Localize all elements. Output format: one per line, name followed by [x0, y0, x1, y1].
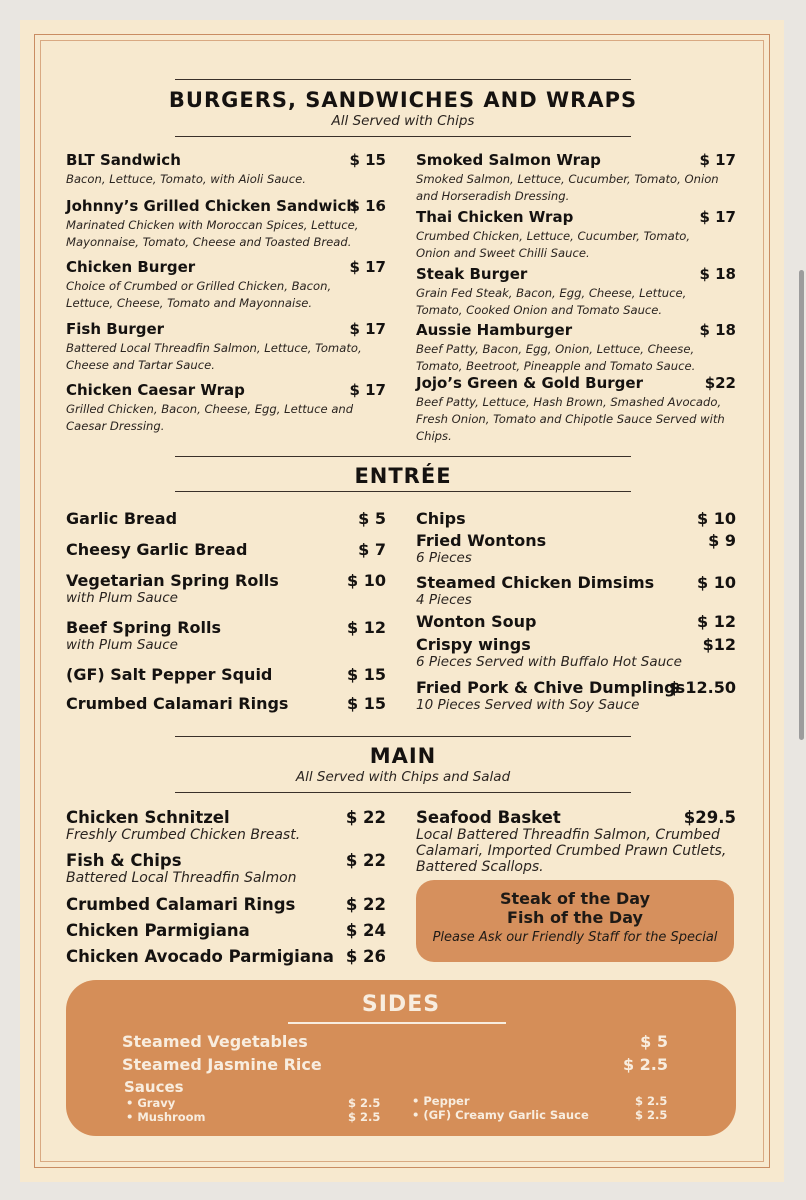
- item-name: Fried Pork & Chive Dumplings: [416, 678, 686, 697]
- item-desc: Smoked Salmon, Lettuce, Cucumber, Tomato, Onion and Horseradish Dressing.: [416, 172, 719, 203]
- menu-item: [416, 321, 736, 377]
- item-desc: Choice of Crumbed or Grilled Chicken, Bacon, Lettuce, Cheese, Tomato and Mayonnaise.: [66, 279, 332, 310]
- item-price: $ 7: [358, 540, 386, 559]
- item-name: (GF) Salt Pepper Squid: [66, 665, 273, 684]
- item-price: $ 18: [699, 265, 736, 283]
- item-name: Steamed Chicken Dimsims: [416, 573, 655, 592]
- item-price: $ 10: [347, 571, 386, 590]
- item-price: $ 12: [347, 618, 386, 637]
- item-name: Cheesy Garlic Bread: [66, 540, 248, 559]
- item-desc: Beef Patty, Lettuce, Hash Brown, Smashed Avocado, Fresh Onion, Tomato and Chipotle Sauce Served with Chips.: [416, 395, 725, 443]
- item-name: Crispy wings: [416, 635, 531, 654]
- side-name: Steamed Vegetables: [122, 1032, 308, 1051]
- menu-item: [416, 808, 736, 880]
- menu-item: [416, 573, 736, 611]
- item-desc: 10 Pieces Served with Soy Sauce: [416, 697, 640, 713]
- item-name: Garlic Bread: [66, 509, 178, 528]
- item-price: $ 16: [349, 197, 386, 215]
- menu-item: [66, 694, 386, 716]
- item-price: $22: [704, 374, 736, 392]
- menu-item: [416, 612, 736, 634]
- item-price: $ 15: [349, 151, 386, 169]
- fish-of-day: Fish of the Day: [507, 908, 643, 927]
- menu-item: [416, 678, 736, 716]
- item-price: $ 12.50: [668, 678, 736, 697]
- item-price: $ 18: [699, 321, 736, 339]
- item-name: Vegetarian Spring Rolls: [66, 571, 279, 590]
- item-price: $ 22: [345, 895, 386, 914]
- item-name: Crumbed Calamari Rings: [66, 895, 296, 914]
- item-price: $ 15: [347, 694, 386, 713]
- item-name: Thai Chicken Wrap: [416, 208, 574, 226]
- item-price: $ 12: [697, 612, 736, 631]
- item-desc: Battered Local Threadfin Salmon: [66, 870, 297, 886]
- item-name: Crumbed Calamari Rings: [66, 694, 289, 713]
- item-name: Fish Burger: [66, 320, 165, 338]
- item-name: Chicken Parmigiana: [66, 921, 250, 940]
- item-name: Fried Wontons: [416, 531, 547, 550]
- side-item: [122, 1032, 668, 1052]
- item-name: Chicken Schnitzel: [66, 808, 230, 827]
- item-price: $ 22: [345, 851, 386, 870]
- menu-item: [66, 895, 386, 917]
- item-name: Steak Burger: [416, 265, 528, 283]
- item-price: $ 15: [347, 665, 386, 684]
- scrollbar[interactable]: [799, 270, 804, 740]
- item-price: $ 5: [358, 509, 386, 528]
- sauce-price: $ 2.5: [635, 1094, 668, 1108]
- side-price: $ 2.5: [622, 1055, 668, 1074]
- item-desc: Crumbed Chicken, Lettuce, Cucumber, Tomato, Onion and Sweet Chilli Sauce.: [416, 229, 691, 260]
- menu-item: [416, 374, 736, 446]
- daily-special-box: [416, 880, 734, 962]
- item-desc: Bacon, Lettuce, Tomato, with Aioli Sauce.: [66, 172, 306, 186]
- item-name: Chicken Burger: [66, 258, 196, 276]
- item-desc: Local Battered Threadfin Salmon, Crumbed Calamari, Imported Crumbed Prawn Cutlets, Battered Scallops.: [416, 827, 727, 875]
- item-price: $ 22: [345, 808, 386, 827]
- item-price: $ 17: [349, 258, 386, 276]
- sauce-price: $ 2.5: [348, 1110, 381, 1124]
- sauce-name: • Gravy: [126, 1096, 176, 1110]
- item-name: Chicken Caesar Wrap: [66, 381, 245, 399]
- menu-item: [66, 381, 386, 437]
- item-price: $ 17: [699, 208, 736, 226]
- menu-item: [66, 151, 386, 191]
- item-name: Chips: [416, 509, 466, 528]
- item-price: $ 24: [345, 921, 386, 940]
- item-name: BLT Sandwich: [66, 151, 181, 169]
- entree-title: ENTRÉE: [354, 464, 452, 488]
- sauce-price: $ 2.5: [348, 1096, 381, 1110]
- sauce-name: • (GF) Creamy Garlic Sauce: [412, 1108, 589, 1122]
- item-desc: Freshly Crumbed Chicken Breast.: [66, 827, 301, 843]
- sides-panel: [66, 980, 736, 1136]
- item-name: Chicken Avocado Parmigiana: [66, 947, 334, 966]
- item-price: $29.5: [683, 808, 736, 827]
- item-desc: Battered Local Threadfin Salmon, Lettuce, Tomato, Cheese and Tartar Sauce.: [66, 341, 362, 372]
- sauce-price: $ 2.5: [635, 1108, 668, 1122]
- item-price: $ 10: [697, 573, 736, 592]
- menu-item: [416, 509, 736, 531]
- menu-item: [416, 635, 736, 673]
- item-desc: with Plum Sauce: [66, 590, 178, 606]
- item-name: Johnny’s Grilled Chicken Sandwich: [66, 197, 358, 215]
- menu-item: [66, 921, 386, 943]
- steak-of-day: Steak of the Day: [499, 889, 651, 908]
- section-rule: [175, 79, 631, 80]
- item-price: $ 17: [349, 381, 386, 399]
- menu-item: [416, 265, 736, 321]
- item-name: Seafood Basket: [416, 808, 561, 827]
- special-note: Please Ask our Friendly Staff for the Special: [432, 930, 718, 945]
- menu-item: [416, 531, 736, 569]
- item-price: $ 17: [349, 320, 386, 338]
- item-name: Wonton Soup: [416, 612, 537, 631]
- item-price: $ 10: [697, 509, 736, 528]
- item-desc: Grilled Chicken, Bacon, Cheese, Egg, Lettuce and Caesar Dressing.: [66, 402, 354, 433]
- item-desc: 6 Pieces: [416, 550, 472, 566]
- section-rule: [175, 456, 631, 457]
- menu-item: [66, 197, 386, 253]
- item-price: $ 17: [699, 151, 736, 169]
- item-name: Aussie Hamburger: [416, 321, 573, 339]
- item-desc: with Plum Sauce: [66, 637, 178, 653]
- sauces-title: Sauces: [124, 1078, 184, 1096]
- menu-item: [66, 540, 386, 562]
- item-name: Beef Spring Rolls: [66, 618, 221, 637]
- item-desc: Beef Patty, Bacon, Egg, Onion, Lettuce, Cheese, Tomato, Beetroot, Pineapple and Tomato Sauce.: [416, 342, 696, 373]
- menu-item: [416, 208, 736, 264]
- item-price: $ 9: [708, 531, 736, 550]
- item-name: Jojo’s Green & Gold Burger: [416, 374, 643, 392]
- sides-rule: [288, 1022, 506, 1024]
- section-rule: [175, 736, 631, 737]
- item-desc: 6 Pieces Served with Buffalo Hot Sauce: [416, 654, 682, 670]
- menu-item: [66, 320, 386, 376]
- menu-item: [66, 851, 386, 889]
- item-desc: 4 Pieces: [416, 592, 472, 608]
- item-price: $ 26: [345, 947, 386, 966]
- menu-item: [416, 151, 736, 207]
- menu-item: [66, 509, 386, 531]
- menu-item: [66, 618, 386, 656]
- item-price: $12: [702, 635, 736, 654]
- side-price: $ 5: [640, 1032, 668, 1051]
- section-rule: [175, 491, 631, 492]
- item-name: Smoked Salmon Wrap: [416, 151, 601, 169]
- burgers-subtitle: All Served with Chips: [331, 113, 475, 129]
- menu-item: [66, 258, 386, 314]
- menu-item: [66, 571, 386, 609]
- main-title: MAIN: [369, 744, 437, 768]
- menu-item: [66, 665, 386, 687]
- section-rule: [175, 792, 631, 793]
- main-subtitle: All Served with Chips and Salad: [295, 769, 511, 785]
- sauce-name: • Pepper: [412, 1094, 470, 1108]
- section-rule: [175, 136, 631, 137]
- sides-title: SIDES: [361, 992, 441, 1017]
- item-desc: Marinated Chicken with Moroccan Spices, Lettuce, Mayonnaise, Tomato, Cheese and Toasted Bread.: [66, 218, 359, 249]
- sauce-name: • Mushroom: [126, 1110, 206, 1124]
- menu-item: [66, 808, 386, 846]
- burgers-title: BURGERS, SANDWICHES AND WRAPS: [168, 88, 638, 112]
- menu-item: [66, 947, 386, 969]
- side-name: Steamed Jasmine Rice: [122, 1055, 322, 1074]
- side-item: [122, 1055, 668, 1075]
- item-name: Fish & Chips: [66, 851, 182, 870]
- item-desc: Grain Fed Steak, Bacon, Egg, Cheese, Lettuce, Tomato, Cooked Onion and Tomato Sauce.: [416, 286, 687, 317]
